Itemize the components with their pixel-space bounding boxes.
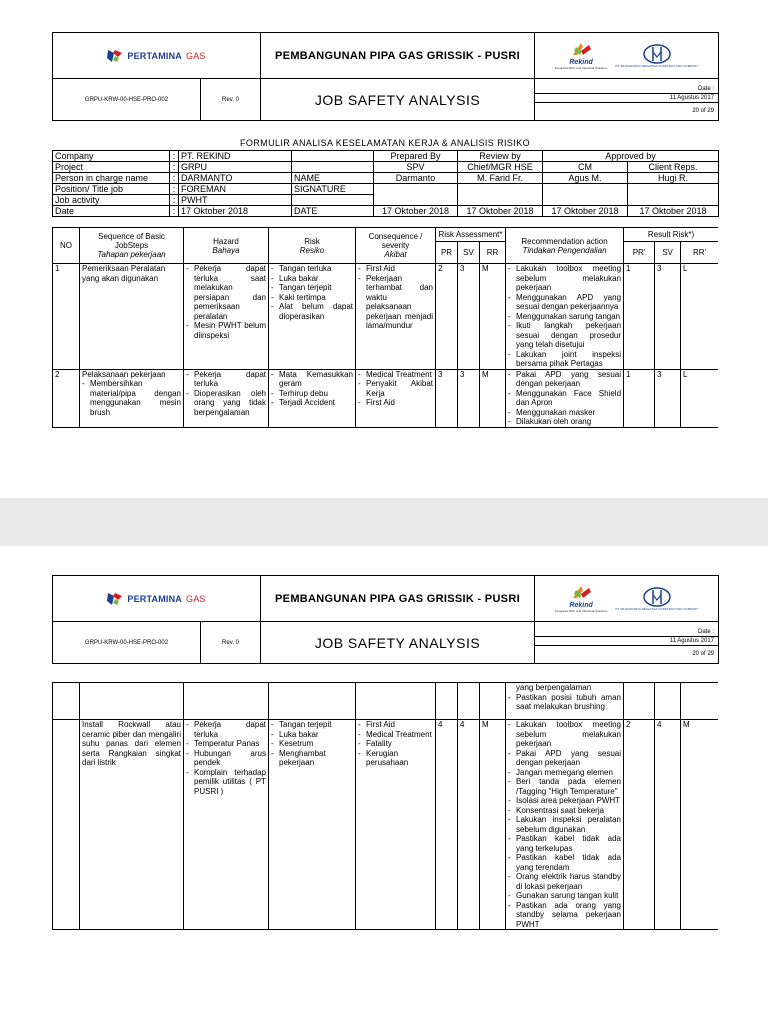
review-by-label: Review by [458,151,543,162]
col-risk: Risk Resiko [269,228,356,264]
chief-hse-label: Chief/MGR HSE [458,162,543,173]
row-no: 2 [53,369,80,427]
row-sv2: 3 [655,264,681,370]
project-title: PEMBANGUNAN PIPA GAS GRISSIK - PUSRI [261,33,535,79]
table-row [53,720,719,930]
row-pr: 3 [436,369,458,427]
contractor-logos [535,576,719,622]
row-hazard: - Pekerja dapat terluka - Dioperasikan oleh orang yang tidak berpengalaman [184,369,269,427]
jsa-table [52,227,718,428]
jsa-table-wrapper-2 [52,682,718,1024]
pertamina-flag-icon [107,49,123,63]
signature-prepared [374,184,458,206]
col-sequence: Sequence of Basic JobSteps Tahapan pekerjaan [80,228,184,264]
label-job-activity: Job activity [53,195,170,206]
document-title: JOB SAFETY ANALYSIS [261,622,535,664]
revision: Rev. 0 [201,79,261,121]
date-client: 17 Oktober 2018 [628,206,719,217]
row-recommendation: - Pakai APD yang sesuai dengan pekerjaan - Menggunakan Face Shield dan Apron - Menggunakan masker - Dilakukan oleh orang [506,369,624,427]
row-rr2: L [681,264,718,370]
pertamina-flag-icon [107,592,123,606]
wika-logo: PT. WIJAYAKARYA REKAYASA CONSTRUCTION COMPANY [615,44,698,68]
col-recommendation: Recommendation action Tindakan Pengendalian [506,228,624,264]
form-title: FORMULIR ANALISA KESELAMATAN KERJA & ANALISIS RISIKO [239,138,531,148]
row-rr: M [480,369,506,427]
row-recommendation: - Lakukan toolbox meeting sebelum melakukan pekerjaan - Pakai APD yang sesuai dengan pekerjaan - Jangan memegang elemen - Beri tanda pada elemen /Tagging "High Temperature" - Isolasi area pekerjaan PWHT - Konsentrasi saat bekerja - Lakukan inspeksi peralatan sebelum digunakan - Pastikan kabel tidak ada yang terkelupas - Pastikan kabel tidak ada yang terendam - Orang elektrik harus standby di lokasi pekerjaan - Gunakan sarung tangan kulit - Pastikan ada orang yang standby selama pekerjaan PWHT [506,720,624,930]
col-rr2: RR' [681,242,718,264]
col-sv2: SV [655,242,681,264]
approved-by-label: Approved by [543,151,719,162]
job-info-table: Company : PT. REKIND Prepared By Review by Approved by Project : GRPU SPV Chief/MGR HSE CM Client Reps. Person in charge name : DARMANTO NAME Darmanto M. Farid Fr. Agus M. Hugi R. Position/ Title job : FOREMAN SIGNATURE Job activity : PWHT Date : 17 Oktober 2018 DATE 17 Oktober 2018 17 Oktober 2018 17 Oktober 2018 17 Oktober 2018 [52,150,719,217]
row-sv: 3 [458,264,480,370]
table-row [53,369,719,427]
row-sv2: 3 [655,369,681,427]
value-company: PT. REKIND [179,151,292,162]
cm-name: Agus M. [543,173,628,184]
document-header-2 [52,575,719,664]
col-pr: PR [436,242,458,264]
contractor-logos [535,33,719,79]
row-rr2: M [681,720,719,930]
document-page-2 [0,546,768,1024]
label-company: Company [53,151,170,162]
pertamina-gas-logo: PERTAMINA GAS [53,33,261,79]
prepared-by-label: Prepared By [374,151,458,162]
row-hazard: - Pekerja dapat terluka saat melakukan persiapan dan pemeriksaan peralatan - Mesin PWHT belum diinspeksi [184,264,269,370]
col-pr2: PR' [624,242,655,264]
row-recommendation-continued: yang berpengalaman - Pastikan posisi tubuh aman saat melakukan brushing [506,683,624,720]
col-sv: SV [458,242,480,264]
project-title: PEMBANGUNAN PIPA GAS GRISSIK - PUSRI [261,576,535,622]
row-pr: 2 [436,264,458,370]
pertamina-gas-logo: PERTAMINA GAS [53,576,261,622]
client-reps-label: Client Reps. [628,162,719,173]
row-pr2: 2 [624,720,655,930]
jsa-table-wrapper [52,227,718,489]
chief-name: M. Farid Fr. [458,173,543,184]
signature-review [458,184,543,206]
rekind-mark-icon [570,584,592,602]
value-person-in-charge: DARMANTO [179,173,292,184]
label-person-in-charge: Person in charge name [53,173,170,184]
document-header [52,32,719,121]
date-review: 17 Oktober 2018 [458,206,543,217]
document-title: JOB SAFETY ANALYSIS [261,79,535,121]
row-rr2: L [681,369,718,427]
row-sv: 3 [458,369,480,427]
row-pr2: 1 [624,264,655,370]
row-risk: - Tangan terjepit - Luka bakar - Kesetrum - Menghambat pekerjaan [269,720,356,930]
row-sv: 4 [458,720,480,930]
row-hazard: - Pekerja dapat terluka - Temperatur Panas - Hubungan arus pendek - Komplain terhadap pemilik utilitas ( PT PUSRI ) [184,720,269,930]
row-sv2: 4 [655,720,681,930]
row-sequence: Pemeriksaan Peralatan yang akan digunakan [80,264,184,370]
row-risk: - Mata Kemasukkan geram - Terhirup debu - Terjadi Accident [269,369,356,427]
col-result-risk: Result Risk*) [624,228,718,242]
rekind-logo: Rekind Integrated EPC and Industrial Solutions [555,41,608,70]
col-hazard: Hazard Bahaya [184,228,269,264]
client-name: Hugi R. [628,173,719,184]
row-pr: 4 [436,720,458,930]
row-pr2: 1 [624,369,655,427]
row-sequence: Pelaksanaan pekerjaan - Membersihkan material/pipa dengan menggunakan mesin brush [80,369,184,427]
label-project: Project [53,162,170,173]
row-rr: M [480,720,506,930]
value-project: GRPU [179,162,292,173]
signature-client [628,184,719,206]
jsa-table-2 [52,682,718,930]
date-cm: 17 Oktober 2018 [543,206,628,217]
date-label-2: DATE [292,206,374,217]
date-page-cell [535,79,719,121]
document-page-1 [0,0,768,498]
row-recommendation: - Lakukan toolbox meeting sebelum melakukan pekerjaan - Menggunakan APD yang sesuai dengan pekerjaannya - Menggunakan sarung tangan - Ikuti langkah pekerjaan sesuai dengan prosedur yang telah disetujui - Lakukan joint inspeksi bersama pihak Pertagas [506,264,624,370]
date-value: 11 Agustus 2017 [669,94,714,101]
row-consequence: - First Aid - Pekerjaan terhambat dan waktu pelaksanaan pekerjaan menjadi lama/mundur [356,264,436,370]
row-sequence: Install Rockwall atau ceramic piber dan mengaliri suhu panas dari elemen serta Rangkaian singkat dari listrik [80,720,184,930]
col-risk-assessment: Risk Assessment* [436,228,506,242]
col-no: NO [53,228,80,264]
wika-mark-icon [642,587,672,607]
name-label: NAME [292,173,374,184]
spv-label: SPV [374,162,458,173]
cm-label: CM [543,162,628,173]
row-no: 1 [53,264,80,370]
spv-name: Darmanto [374,173,458,184]
document-number: GRPU-KRW-00-HSE-PRO-002 [53,79,201,121]
signature-cm [543,184,628,206]
table-row [53,264,719,370]
page-number: 20 of 29 [692,650,714,657]
col-rr: RR [480,242,506,264]
table-row [53,683,719,720]
value-date: 17 Oktober 2018 [179,206,292,217]
rekind-logo: Rekind Integrated EPC and Industrial Solutions [555,584,608,613]
label-position: Position/ Title job [53,184,170,195]
page-number: 20 of 29 [692,107,714,114]
signature-label: SIGNATURE [292,184,374,195]
col-consequence: Consequence / severity Akibat [356,228,436,264]
document-number: GRPU-KRW-00-HSE-PRO-002 [53,622,201,664]
value-job-activity: PWHT [179,195,292,206]
date-prepared: 17 Oktober 2018 [374,206,458,217]
row-consequence: - First Aid - Medical Treatment - Fatality - Kerugian perusahaan [356,720,436,930]
date-label: Date : [697,85,714,92]
row-consequence: - Medical Treatment - Penyakit Akibat Kerja - First Aid [356,369,436,427]
value-position: FOREMAN [179,184,292,195]
revision: Rev. 0 [201,622,261,664]
wika-logo: PT. WIJAYAKARYA REKAYASA CONSTRUCTION COMPANY [615,587,698,611]
row-rr: M [480,264,506,370]
rekind-mark-icon [570,41,592,59]
label-date: Date [53,206,170,217]
wika-mark-icon [642,44,672,64]
date-page-cell: Date : 11 Agustus 2017 20 of 29 [535,622,719,664]
row-risk: - Tangan terluka - Luka bakar - Tangan terjepit - Kaki tertimpa - Alat belum dapat dioperasikan [269,264,356,370]
